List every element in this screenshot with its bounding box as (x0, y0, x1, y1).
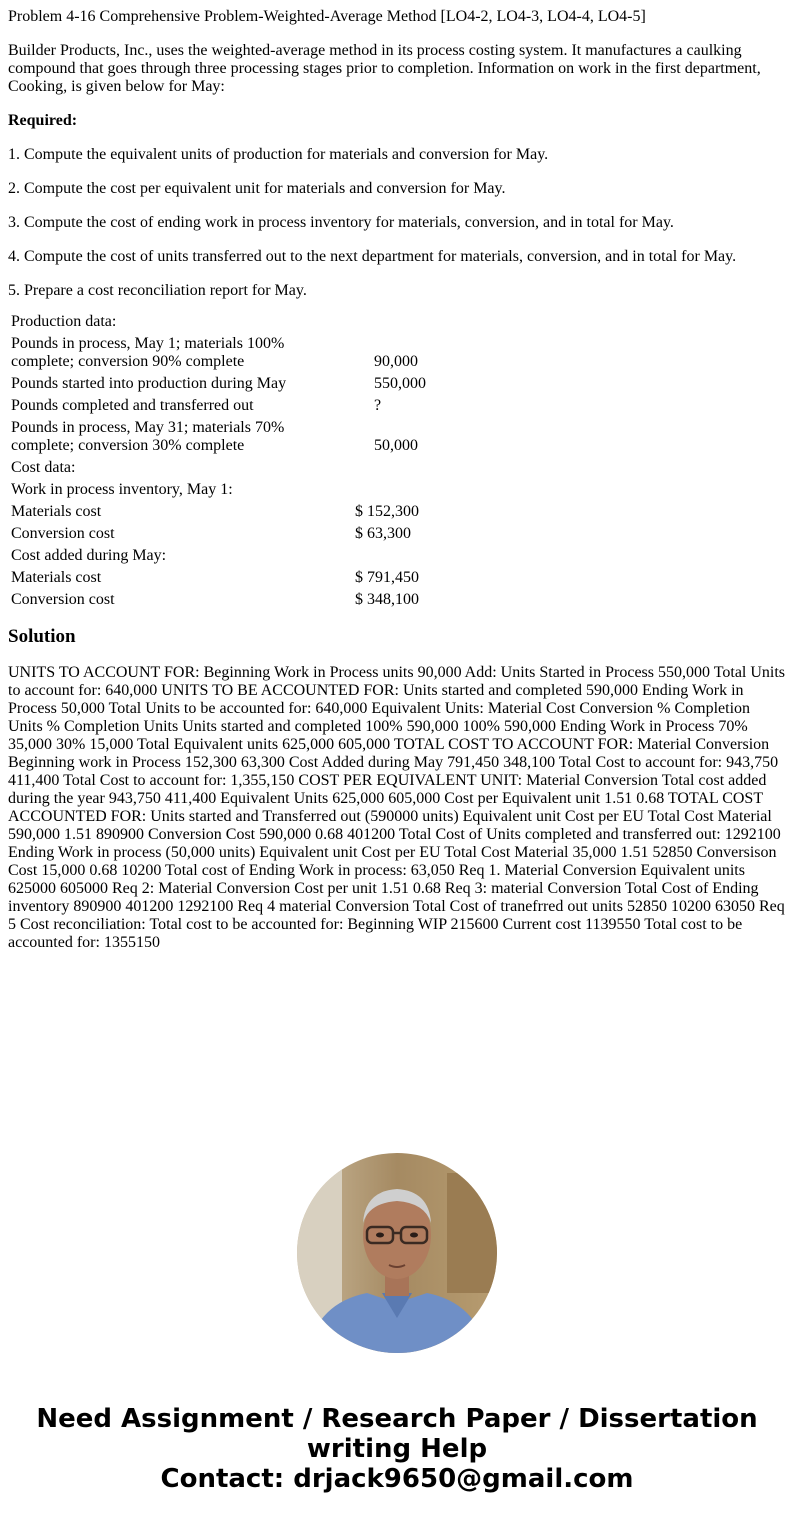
table-row: Production data: (11, 313, 117, 330)
requirement-2: 2. Compute the cost per equivalent unit for materials and conversion for May. (8, 180, 506, 197)
table-row: Cost added during May: (11, 547, 167, 564)
footer-line-1: Need Assignment / Research Paper / Dissertation (36, 1404, 758, 1434)
footer-line-2: writing Help (306, 1434, 488, 1464)
requirement-1: 1. Compute the equivalent units of production for materials and conversion for May. (8, 146, 549, 163)
table-row: Materials cost $ 791,450 (11, 569, 419, 586)
required-label: Required: (8, 112, 78, 129)
table-row: Cost data: (11, 459, 76, 476)
table-row: Pounds started into production during May 550,000 (11, 375, 426, 392)
production-cost-table (8, 310, 429, 612)
problem-intro: Builder Products, Inc., uses the weighted-average method in its process costing system. It manufactures a caulking compound that goes through three processing stages prior to completion. Information on work in the first department, Cooking, is given below for May: (8, 42, 761, 95)
solution-text: UNITS TO ACCOUNT FOR: Beginning Work in Process units 90,000 Add: Units Started in Process 550,000 Total Units to account for: 640,000 UNITS TO BE ACCOUNTED FOR: Units started and completed 590,000 Ending Work in Process 50,000 Total Units to be accounted for: 640,000 Equivalent Units: Material Cost Conversion % Completion Units % Completion Units Units started and completed 100% 590,000 100% 590,000 Ending Work in Process 70% 35,000 30% 15,000 Total Equivalent units 625,000 605,000 TOTAL COST TO ACCOUNT FOR: Material Conversion Beginning work in Process 152,300 63,300 Cost Added during May 791,450 348,100 Total Cost to account for: 943,750 411,400 Total Cost to account for: 1,355,150 COST PER EQUIVALENT UNIT: Material Conversion Total cost added during the year 943,750 411,400 Equivalent Units 625,000 605,000 Cost per Equivalent unit 1.51 0.68 TOTAL COST ACCOUNTED FOR: Units started and Transferred out (590000 units) Equivalent unit Cost per EU Total Cost Material 590,000 1.51 890900 Conversion Cost 590,000 0.68 401200 Total Cost of Units completed and transferred out: 1292100 Ending Work in process (50,000 units) Equivalent unit Cost per EU Total Cost Material 35,000 1.51 52850 Conversison Cost 15,000 0.68 10200 Total cost of Ending Work in process: 63,050 Req 1. Material Conversion Equivalent units 625000 605000 Req 2: Material Conversion Cost per unit 1.51 0.68 Req 3: material Conversion Total Cost of Ending inventory 890900 401200 1292100 Req 4 material Conversion Total Cost of tranefrred out units 52850 10200 63050 Req 5 Cost reconciliation: Total cost to be accounted for: Beginning WIP 215600 Current cost 1139550 Total cost to be accounted for: 1355150 (8, 664, 786, 951)
requirement-4: 4. Compute the cost of units transferred out to the next department for materials, conversion, and in total for May. (8, 248, 737, 265)
requirement-5: 5. Prepare a cost reconciliation report for May. (8, 282, 307, 299)
solution-heading: Solution (8, 626, 76, 647)
table-row: Conversion cost $ 348,100 (11, 591, 419, 608)
table-row: Pounds completed and transferred out ? (11, 397, 382, 414)
footer-contact-email: Contact: drjack9650@gmail.com (160, 1464, 634, 1494)
table-row: Conversion cost $ 63,300 (11, 525, 411, 542)
document (8, 8, 786, 952)
table-row: Materials cost $ 152,300 (11, 503, 419, 520)
table-row: Work in process inventory, May 1: (11, 481, 233, 498)
requirement-3: 3. Compute the cost of ending work in process inventory for materials, conversion, and in total for May. (8, 214, 674, 231)
table-row: Pounds in process, May 1; materials 100% complete; conversion 90% complete 90,000 (11, 335, 418, 370)
problem-title: Problem 4-16 Comprehensive Problem-Weighted-Average Method [LO4-2, LO4-3, LO4-4, LO4-5] (8, 8, 646, 25)
promo-footer (0, 1404, 794, 1494)
table-row: Pounds in process, May 31; materials 70% complete; conversion 30% complete 50,000 (11, 419, 418, 454)
author-photo-avatar (297, 1153, 497, 1353)
